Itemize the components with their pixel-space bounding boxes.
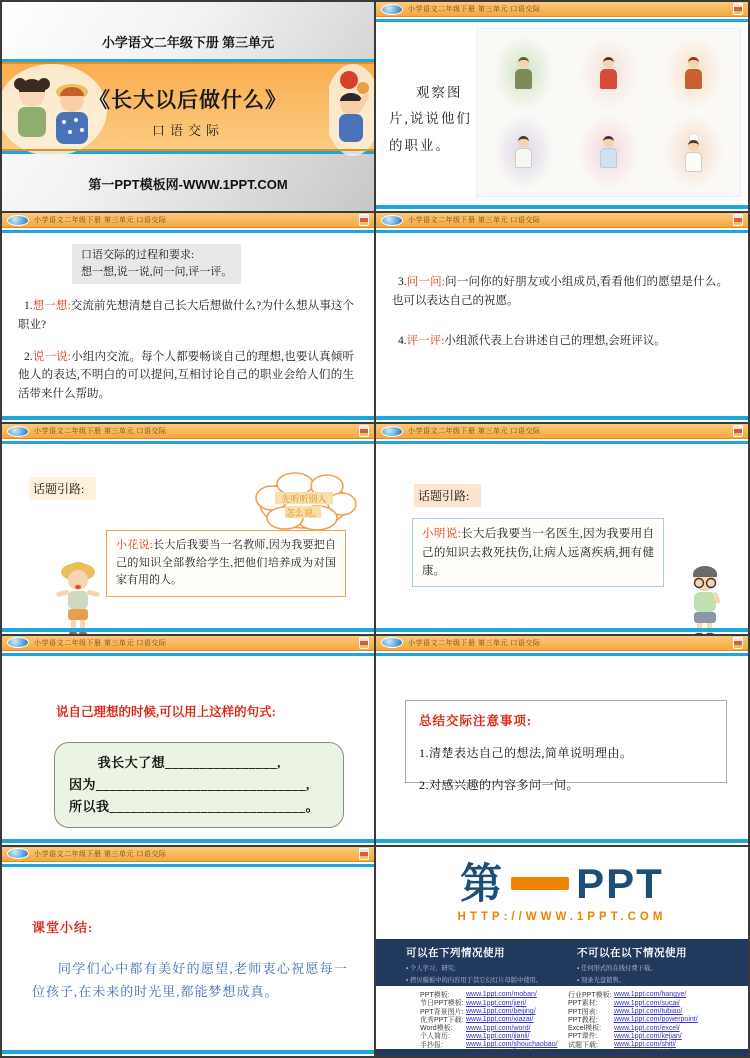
hangye-link[interactable]: www.1ppt.com/hangye/ (614, 991, 687, 999)
slide-body (2, 444, 374, 627)
kejian-link[interactable]: www.1ppt.com/kejian/ (614, 1032, 682, 1040)
xiazai-link[interactable]: www.1ppt.com/xiazai/ (466, 1016, 534, 1024)
forbidden-usage-column (577, 945, 748, 986)
slide-header-text: 小学语文二年级下册 第三单元 口语交际 (34, 639, 167, 647)
decor (665, 37, 723, 109)
links-column-left (420, 991, 557, 1056)
decor (600, 148, 617, 168)
slide-thumbnail-9 (2, 847, 374, 1056)
slide-bottom-bar (2, 1050, 374, 1054)
sucai-link[interactable]: www.1ppt.com/sucai/ (614, 999, 680, 1007)
navy-footer-strip (376, 1049, 748, 1056)
decor (515, 148, 532, 168)
slide-header-bar (376, 636, 748, 651)
corner-badge-icon (733, 214, 743, 226)
logo-char-di: 第 (460, 859, 505, 907)
allowed-usage-column (406, 945, 577, 986)
slide-bottom-bar (2, 839, 374, 843)
slide-body (376, 233, 748, 416)
slide-header-text: 小学语文二年级下册 第三单元 口语交际 (408, 428, 541, 436)
nurse-illustration (570, 116, 647, 189)
link-label: 节日PPT模板: (420, 1000, 464, 1008)
school-logo-icon (7, 637, 29, 648)
corner-badge-icon (733, 3, 743, 15)
slide-bottom-bar (376, 839, 748, 843)
requirements-line2: 想一想,说一说,问一问,评一评。 (81, 266, 233, 279)
step-number: 1. (24, 300, 33, 313)
corner-badge-icon (359, 637, 369, 649)
doctor-illustration (485, 116, 562, 189)
school-logo-icon (381, 426, 403, 437)
slide-header-text: 小学语文二年级下册 第三单元 口语交际 (34, 217, 167, 225)
decor (580, 116, 638, 188)
step-text: 小组内交流。每个人都要畅谈自己的理想,也要认真倾听他人的表达,不明白的可以提问,互相讨论自己的职业会给人们的生活带来什么帮助。 (18, 350, 354, 400)
slide-thumbnail-8 (376, 636, 748, 845)
corner-badge-icon (359, 848, 369, 860)
decor (495, 37, 553, 109)
notes-title: 总结交际注意事项: (419, 713, 533, 728)
word-link[interactable]: www.1ppt.com/word/ (466, 1024, 531, 1032)
allowed-usage-item: ▪ 拷贝模板中的内容用于其它幻灯片母版中使用。 (406, 975, 577, 984)
slide-thumbnail-1 (2, 2, 374, 211)
link-label: 试题下载: (568, 1041, 598, 1049)
slide-header-text: 小学语文二年级下册 第三单元 口语交际 (408, 639, 541, 647)
slide-header-text: 小学语文二年级下册 第三单元 口语交际 (408, 6, 541, 13)
step-keyword: 评一评: (406, 335, 445, 348)
teacher-illustration (570, 36, 647, 109)
school-logo-icon (381, 637, 403, 648)
first-ppt-logo (376, 859, 748, 907)
school-logo-icon (381, 215, 403, 226)
decor (515, 69, 532, 89)
note-item-2: 2.对感兴趣的内容多问一问。 (419, 777, 580, 792)
topic-guide-label: 话题引路: (414, 484, 481, 507)
requirements-line1: 口语交际的过程和要求: (81, 249, 195, 262)
occupations-photo (476, 28, 741, 197)
decor (580, 37, 638, 109)
decor (603, 57, 614, 68)
step-keyword: 想一想: (32, 300, 71, 313)
decor (665, 116, 723, 188)
step-text: 小组派代表上台讲述自己的理想,会班评议。 (444, 335, 666, 348)
corner-badge-icon (733, 637, 743, 649)
slide-header-bar (2, 636, 374, 651)
slide-bottom-bar (376, 628, 748, 632)
header-rule (2, 864, 374, 867)
slide-bottom-bar (376, 205, 748, 209)
allowed-usage-item: ▪ 个人学习、研究; (406, 963, 577, 972)
slide-body (2, 656, 374, 839)
corner-badge-icon (359, 425, 369, 437)
usage-band (376, 939, 748, 986)
firefighter-illustration (655, 36, 732, 109)
powerpoint-link[interactable]: www.1ppt.com/powerpoint/ (614, 1016, 698, 1024)
decor (495, 116, 553, 188)
allowed-usage-title: 可以在下列情况使用 (406, 946, 505, 959)
slide-thumbnail-4 (376, 213, 748, 422)
slide-header-text: 小学语文二年级下册 第三单元 口语交际 (408, 217, 541, 225)
step-item-1 (2, 297, 374, 334)
decor (518, 57, 529, 68)
header-rule (2, 653, 374, 656)
decor (688, 140, 699, 151)
slide-header-bar (2, 213, 374, 228)
template-site-footer: 第一PPT模板网-WWW.1PPT.COM (88, 177, 288, 193)
decor (688, 57, 699, 68)
link-label: PPT背景图片: (420, 1008, 464, 1016)
slide-header-bar (376, 424, 748, 439)
slide-header-bar (376, 213, 748, 228)
step-text: 交流前先想清楚自己长大后想做什么?为什么想从事这个职业? (18, 300, 354, 331)
sentence-pattern-box (54, 742, 344, 828)
pattern-line-3: 所以我____________________________。 (69, 799, 320, 815)
boy-with-glasses-illustration (678, 566, 732, 633)
speaker-name: 小花说: (116, 539, 153, 552)
step-number: 3. (398, 276, 407, 289)
decor (600, 69, 617, 89)
xiaohua-speech-box (106, 530, 346, 596)
decor (603, 136, 614, 147)
boy-with-hat-illustration (54, 560, 102, 633)
xiaoming-speech-box (412, 518, 664, 586)
jianli-link[interactable]: www.1ppt.com/jianli/ (466, 1032, 530, 1040)
step-item-4 (376, 332, 748, 351)
slide-header-bar (2, 424, 374, 439)
link-label: Excel模板: (568, 1025, 602, 1033)
link-label: Word模板: (420, 1025, 453, 1033)
link-label: PPT图表: (568, 1008, 598, 1016)
slide-header-text: 小学语文二年级下册 第三单元 口语交际 (34, 428, 167, 436)
site-links-area (376, 988, 748, 1049)
beijing-link[interactable]: www.1ppt.com/beijing/ (466, 1007, 536, 1015)
note-item-1: 1.清楚表达自己的想法,简单说明理由。 (419, 745, 633, 760)
forbidden-usage-title: 不可以在以下情况使用 (577, 946, 687, 959)
link-label: 手抄报: (420, 1041, 443, 1049)
slide-body (376, 656, 748, 839)
slide-header-bar (376, 2, 748, 17)
slide-bottom-bar (2, 628, 374, 632)
slide-header-text: 小学语文二年级下册 第三单元 口语交际 (34, 850, 167, 858)
header-rule (376, 441, 748, 444)
slide-body (2, 867, 374, 1050)
jieri-link[interactable]: www.1ppt.com/jieri/ (466, 999, 527, 1007)
school-logo-icon (7, 426, 29, 437)
slide-header-bar (2, 847, 374, 862)
shouchaobao-link[interactable]: www.1ppt.com/shouchaobao/ (466, 1041, 558, 1049)
step-item-3 (376, 273, 748, 310)
excel-link[interactable]: www.1ppt.com/excel/ (614, 1024, 680, 1032)
chef-illustration (655, 116, 732, 189)
pattern-line-2: 因为______________________________, (69, 776, 310, 792)
logo-dash-icon (511, 877, 569, 890)
link-label: PPT模板: (420, 991, 450, 999)
cloud-text-line1: 先听听别人 (281, 494, 327, 505)
link-label: PPT素材: (568, 1000, 598, 1008)
step-number: 2. (24, 350, 33, 363)
cloud-text-line2: 怎么说。 (285, 508, 323, 519)
shiti-link[interactable]: www.1ppt.com/shiti/ (614, 1041, 676, 1049)
step-keyword: 问一问: (406, 276, 445, 289)
course-line: 小学语文二年级下册 第三单元 (101, 35, 275, 50)
link-label: 行业PPT模板: (568, 991, 612, 999)
slide-body (376, 444, 748, 627)
school-logo-icon (7, 848, 29, 859)
summary-title: 课堂小结: (32, 919, 94, 935)
slide-body (2, 233, 374, 416)
speech-text: 长大后我要当一名医生,因为我要用自己的知识去救死扶伤,让病人远离疾病,拥有健康。 (422, 528, 654, 577)
header-rule (376, 230, 748, 233)
step-number: 4. (398, 335, 407, 348)
decor (685, 152, 702, 172)
link-label: 优秀PPT下载: (420, 1016, 464, 1024)
corner-badge-icon (359, 214, 369, 226)
header-rule (2, 441, 374, 444)
decor (685, 69, 702, 89)
forbidden-usage-item: ▪ 任何形式的在线付费下载。 (577, 963, 748, 972)
slide-thumbnail-3 (2, 213, 374, 422)
pattern-line-1: 我长大了想________________, (97, 754, 281, 770)
speech-text: 长大后我要当一名教师,因为我要把自己的知识全部教给学生,把他们培养成为对国家有用的人。 (116, 539, 337, 587)
step-text: 问一问你的好朋友或小组成员,看看他们的愿望是什么。也可以表达自己的祝愿。 (392, 276, 728, 307)
links-column-right (568, 991, 698, 1056)
slide-thumbnail-5 (2, 424, 374, 633)
soldier-illustration (485, 36, 562, 109)
slide-bottom-bar (376, 416, 748, 420)
link-label: 个人简历: (420, 1033, 450, 1041)
notes-box (405, 700, 727, 792)
slide-body (376, 22, 748, 205)
brand-area (376, 847, 748, 939)
school-logo-icon (7, 215, 29, 226)
topic-guide-label: 话题引路: (29, 477, 96, 500)
step-keyword: 说一说: (32, 350, 71, 363)
corner-badge-icon (733, 425, 743, 437)
pattern-title: 说自己理想的时候,可以用上这样的句式: (56, 704, 276, 719)
header-rule (376, 19, 748, 22)
requirements-box (72, 244, 241, 284)
slide-thumbnail-10 (376, 847, 748, 1056)
speaker-name: 小明说: (422, 528, 461, 541)
summary-body: 同学们心中都有美好的愿望,老师衷心祝愿每一位孩子,在未来的时光里,都能梦想成真。 (32, 960, 348, 999)
lesson-subtitle: 口语交际 (151, 123, 224, 138)
school-logo-icon (381, 4, 403, 15)
forbidden-usage-item: ▪ 刻录光盘销售。 (577, 975, 748, 984)
slide-bottom-bar (2, 416, 374, 420)
header-rule (2, 230, 374, 233)
link-label: PPT教程: (568, 1016, 598, 1024)
moban-link[interactable]: www.1ppt.com/moban/ (466, 991, 537, 999)
tubiao-link[interactable]: www.1ppt.com/tubiao/ (614, 1007, 683, 1015)
slide-thumbnail-6 (376, 424, 748, 633)
slide-thumbnail-2 (376, 2, 748, 211)
decor (518, 136, 529, 147)
header-rule (376, 653, 748, 656)
link-label: PPT课件: (568, 1033, 598, 1041)
slide-thumbnail-7 (2, 636, 374, 845)
lesson-title: 《长大以后做什么》 (89, 88, 287, 112)
step-item-2 (2, 348, 374, 404)
site-url: HTTP://WWW.1PPT.COM (457, 910, 667, 923)
observe-prompt: 观察图片,说说他们的职业。 (389, 85, 472, 153)
logo-text-ppt: PPT (576, 859, 664, 907)
title-band (2, 59, 374, 154)
